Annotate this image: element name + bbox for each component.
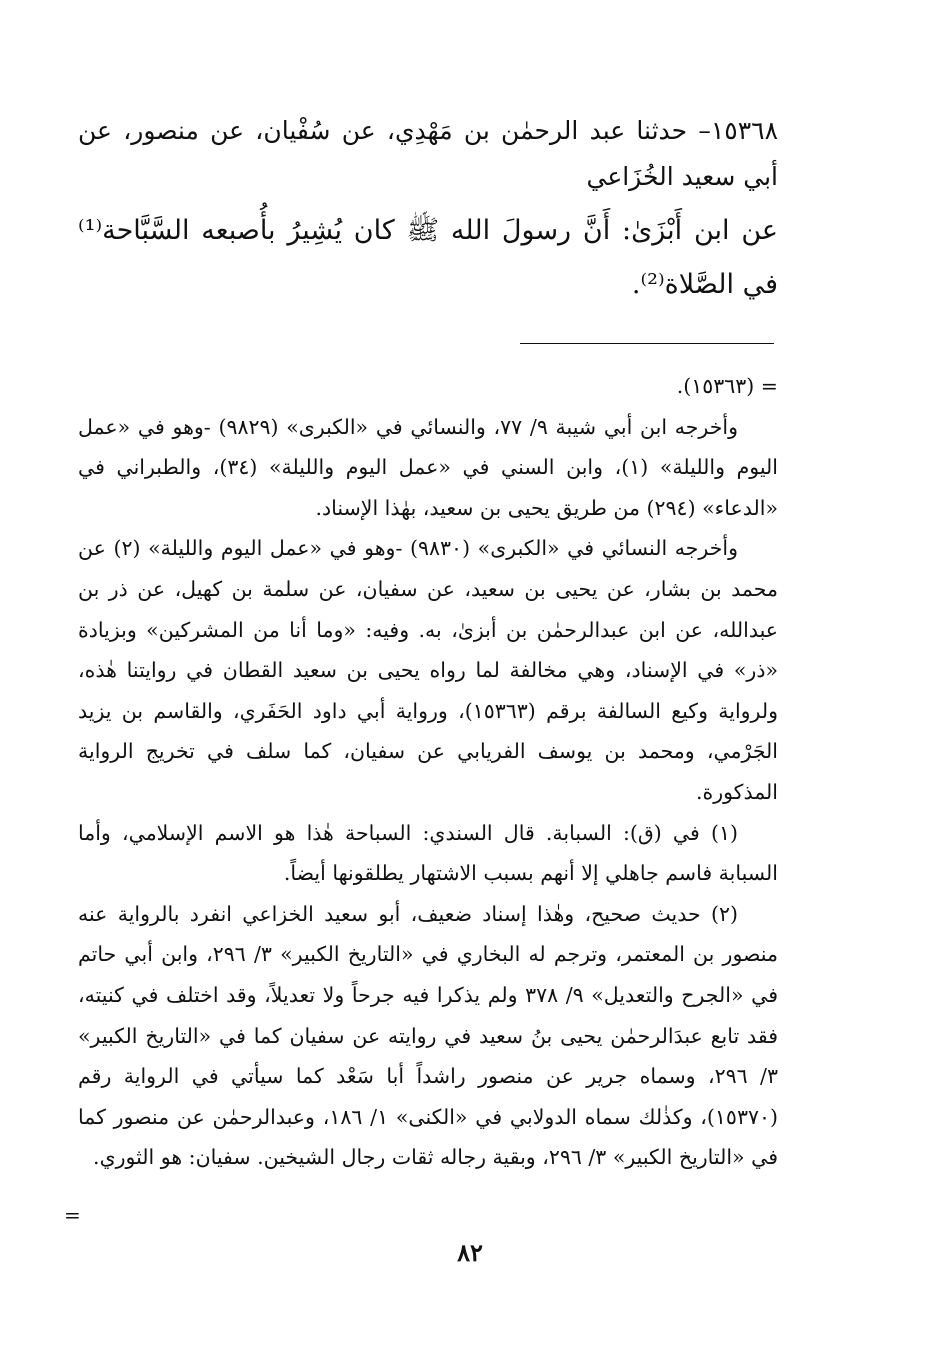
footnote-2: (٢) حديث صحيح، وهٰذا إسناد ضعيف، أبو سعيد الخزاعي انفرد بالرواية عنه منصور بن المعتمر، وترجم له البخاري في «التاريخ الكبير» ٣/ ٢٩٦، وابن أبي حاتم في «الجرح والتعديل» ٩/ ٣٧٨ ولم يذكرا فيه جرحاً ولا تعديلاً، وقد اختلف في كنيته، فقد تابع عبدَالرحمٰن يحيى بنُ سعيد في روايته عن سفيان كما في «التاريخ الكبير» ٣/ ٢٩٦، وسماه جرير عن منصور راشداً أبا سَعْد كما سيأتي في الرواية رقم (١٥٣٧٠)، وكذٰلك سماه الدولابي في «الكنى» ١/ ١٨٦، وعبدالرحمٰن عن منصور كما في «التاريخ الكبير» ٣/ ٢٩٦، وبقية رجاله ثقات رجال الشيخين. سفيان: هو الثوري. bbox=[78, 901, 778, 1170]
footnotes bbox=[78, 366, 778, 1178]
footnote-1: (١) في (ق): السبابة. قال السندي: السباحة هٰذا هو الاسم الإسلامي، وأما السبابة فاسم جاهلي إلا أنهم بسبب الاشتهار يطلقونها أيضاً. bbox=[78, 820, 778, 886]
footnote-continuation: = (١٥٣٦٣). bbox=[676, 374, 778, 398]
hadith-chain: ١٥٣٦٨– حدثنا عبد الرحمٰن بن مَهْدِي، عن سُفْيان، عن منصور، عن أبي سعيد الخُزَاعي bbox=[78, 116, 778, 191]
takhrij-paragraph-1: وأخرجه ابن أبي شيبة ٩/ ٧٧، والنسائي في «الكبرى» (٩٨٢٩) -وهو في «عمل اليوم والليلة» (١)، وابن السني في «عمل اليوم والليلة» (٣٤)، والطبراني في «الدعاء» (٢٩٤) من طريق يحيى بن سعيد، بهٰذا الإسناد. bbox=[78, 414, 779, 520]
footnote-separator bbox=[520, 343, 774, 344]
continues-mark: = bbox=[64, 1203, 81, 1227]
hadith-text: عن ابن أَبْزَىٰ: أَنَّ رسولَ الله ﷺ كان يُشِيرُ بأُصبعه السَّبَّاحة⁽¹⁾ في الصَّلاة⁽²⁾. bbox=[78, 215, 778, 300]
main-text bbox=[78, 108, 778, 312]
takhrij-paragraph-2: وأخرجه النسائي في «الكبرى» (٩٨٣٠) -وهو في «عمل اليوم والليلة» (٢) عن محمد بن بشار، عن يحيى بن سعيد، عن سفيان، عن سلمة بن كهيل، عن ذر بن عبدالله، عن ابن عبدالرحمٰن بن أبزىٰ، به. وفيه: «وما أنا من المشركين» وبزيادة «ذر» في الإسناد، وهي مخالفة لما رواه يحيى بن سعيد القطان في روايتنا هٰذه، ولرواية وكيع السالفة برقم (١٥٣٦٣)، ورواية أبي داود الحَفَري، والقاسم بن يزيد الجَرْمي، ومحمد بن يوسف الفريابي عن سفيان، كما سلف في تخريج الرواية المذكورة. bbox=[78, 536, 779, 804]
page-number: ٨٢ bbox=[457, 1238, 483, 1267]
